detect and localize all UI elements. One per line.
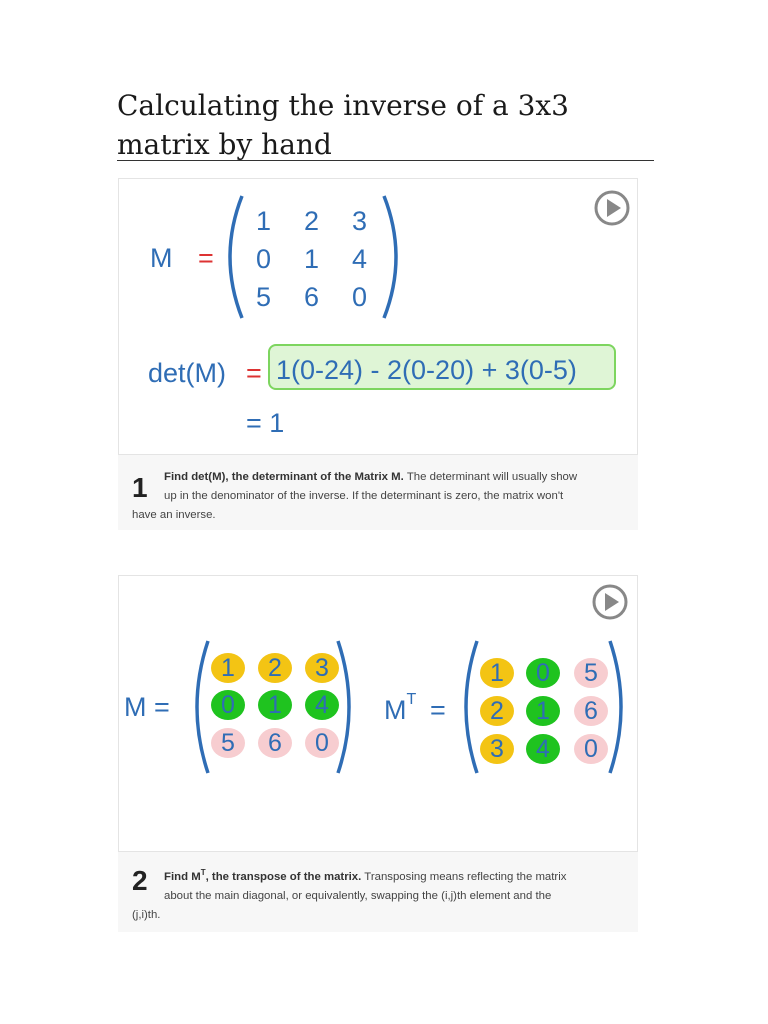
matrix-cell: 5	[256, 282, 272, 312]
matrix-label: M =	[124, 692, 170, 722]
det-label: det(M)	[148, 358, 227, 388]
step-1-text-line-2: up in the denominator of the inverse. If the determinant is zero, the matrix won't	[164, 490, 564, 502]
matrix-cell: 0	[211, 690, 245, 720]
right-parenthesis	[606, 637, 632, 777]
step-2-text-line-3: (j,i)th.	[132, 908, 161, 921]
matrix-cell: 4	[526, 734, 560, 764]
matrix-cell: 5	[574, 658, 608, 688]
step-2-description	[132, 863, 616, 925]
det-equals-sign: =	[246, 358, 262, 388]
step-2-text-line-2: about the main diagonal, or equivalently, swapping the (i,j)th element and the	[164, 889, 552, 902]
matrix-cell: 2	[480, 696, 514, 726]
matrix-cell: 4	[352, 244, 368, 274]
step-2-card	[118, 575, 638, 932]
page-title: Calculating the inverse of a 3x3 matrix by hand	[117, 89, 569, 161]
matrix-cell: 0	[352, 282, 368, 312]
matrix-cell: 1	[480, 658, 514, 688]
step-2-bold-tail: , the transpose of the matrix.	[205, 870, 362, 883]
matrix-cell: 5	[211, 728, 245, 758]
matrix-cell: 6	[304, 282, 320, 312]
matrix-cell: 1	[258, 690, 292, 720]
matrix-cell: 1	[304, 244, 320, 274]
step-2-bold-prefix: Find M	[164, 870, 201, 883]
matrix-cell: 1	[211, 653, 245, 683]
step-1-description	[132, 468, 616, 525]
step-number: 1	[132, 472, 148, 503]
matrix-cell: 0	[305, 728, 339, 758]
matrix-cell: 2	[304, 206, 320, 236]
matrix-cell: 0	[574, 734, 608, 764]
matrix-cell: 1	[256, 206, 272, 236]
matrix-cell: 3	[480, 734, 514, 764]
step-1-bold-text: Find det(M), the determinant of the Matrix M.	[164, 471, 404, 483]
det-expression: 1(0-24) - 2(0-20) + 3(0-5)	[276, 355, 577, 385]
transpose-label-base: M	[384, 695, 407, 725]
step-2-bold-superscript: T	[200, 868, 206, 877]
matrix-cell: 0	[256, 244, 272, 274]
transpose-superscript: T	[406, 691, 417, 708]
play-icon[interactable]	[591, 583, 629, 621]
step-1-card	[118, 178, 638, 530]
step-2-text-line-1: Transposing means reflecting the matrix	[364, 870, 567, 883]
step-2-bold-text	[164, 868, 362, 883]
matrix-cell: 3	[305, 653, 339, 683]
left-parenthesis	[186, 637, 212, 777]
matrix-cell: 1	[526, 696, 560, 726]
right-parenthesis	[378, 192, 408, 322]
step-1-text-line-3: have an inverse.	[132, 509, 216, 521]
matrix-cell: 2	[258, 653, 292, 683]
matrix-label: M	[150, 243, 173, 273]
matrix-cell: 6	[258, 728, 292, 758]
equals-sign: =	[198, 243, 214, 273]
left-parenthesis	[455, 637, 481, 777]
matrix-cell: 6	[574, 696, 608, 726]
title-divider	[117, 160, 654, 161]
left-parenthesis	[218, 192, 248, 322]
matrix-cell: 0	[526, 658, 560, 688]
play-icon[interactable]	[593, 189, 631, 227]
transpose-label	[384, 691, 417, 726]
matrix-cell: 4	[305, 690, 339, 720]
transpose-equals-sign: =	[430, 695, 446, 725]
det-result: = 1	[246, 408, 285, 438]
matrix-cell: 3	[352, 206, 368, 236]
step-number: 2	[132, 865, 148, 896]
step-1-text-line-1: The determinant will usually show	[406, 471, 578, 483]
